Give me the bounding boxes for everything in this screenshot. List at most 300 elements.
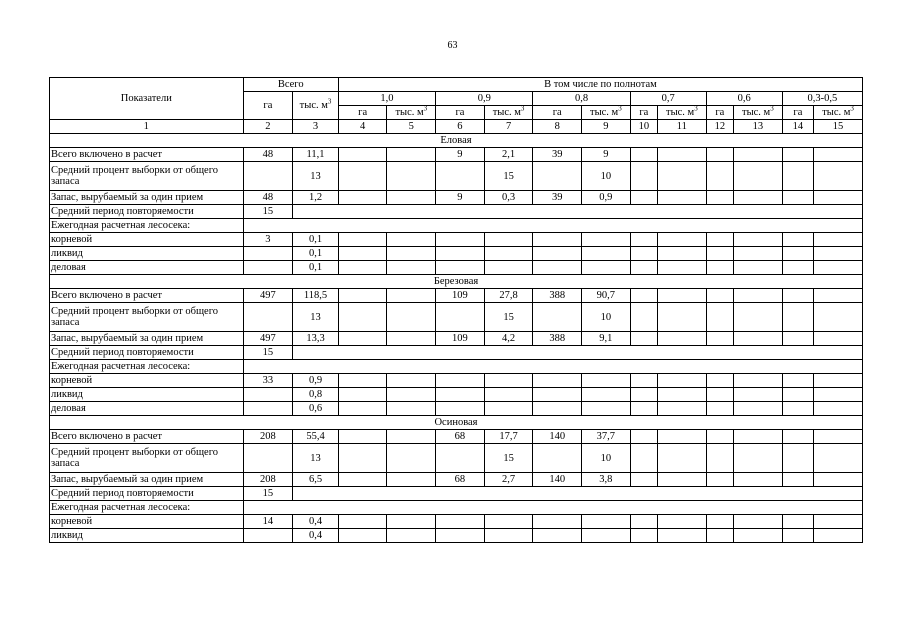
table-cell — [814, 191, 863, 205]
table-cell: 2,7 — [484, 473, 533, 487]
table-cell: 10 — [582, 303, 631, 332]
total-ha-header: га — [243, 92, 293, 120]
table-cell — [338, 289, 387, 303]
table-cell — [387, 515, 436, 529]
table-cell: 10 — [582, 162, 631, 191]
table-cell — [387, 247, 436, 261]
table-cell — [658, 303, 707, 332]
table-cell: 388 — [533, 332, 582, 346]
table-cell: 39 — [533, 148, 582, 162]
table-cell — [533, 388, 582, 402]
table-cell — [814, 430, 863, 444]
table-cell — [630, 515, 657, 529]
table-row — [50, 346, 863, 360]
table-cell — [630, 388, 657, 402]
table-cell — [782, 374, 813, 388]
table-cell: 55,4 — [293, 430, 339, 444]
total-vol-header: тыс. $м^3$ — [293, 92, 339, 120]
table-cell — [484, 402, 533, 416]
table-row — [50, 388, 863, 402]
table-cell: 39 — [533, 191, 582, 205]
density-header: 0,3-0,5 — [782, 92, 862, 106]
table-cell — [658, 162, 707, 191]
table-cell: 0,1 — [293, 247, 339, 261]
table-cell: 68 — [436, 473, 485, 487]
table-row — [50, 529, 863, 543]
unit-vol-header: тыс. $м^3$ — [387, 106, 436, 120]
table-cell — [533, 374, 582, 388]
row-label: ликвид — [50, 529, 244, 543]
table-cell — [533, 233, 582, 247]
column-number: 8 — [533, 120, 582, 134]
table-cell — [533, 261, 582, 275]
table-row — [50, 444, 863, 473]
table-row — [50, 191, 863, 205]
table-cell: 0,1 — [293, 261, 339, 275]
table-cell: 2,1 — [484, 148, 533, 162]
table-cell — [338, 247, 387, 261]
row-label: Средний период повторяемости — [50, 346, 244, 360]
table-cell — [814, 247, 863, 261]
table-cell: 0,4 — [293, 515, 339, 529]
table-cell — [387, 303, 436, 332]
by-density-header: В том числе по полнотам — [338, 78, 862, 92]
table-cell — [436, 162, 485, 191]
table-cell — [782, 529, 813, 543]
table-cell — [436, 303, 485, 332]
table-cell — [533, 402, 582, 416]
table-cell — [706, 247, 733, 261]
table-cell: 13 — [293, 162, 339, 191]
table-cell — [782, 162, 813, 191]
table-cell — [387, 233, 436, 247]
column-number: 3 — [293, 120, 339, 134]
table-cell: 90,7 — [582, 289, 631, 303]
table-cell — [734, 247, 783, 261]
row-label: Всего включено в расчет — [50, 148, 244, 162]
table-cell — [734, 529, 783, 543]
table-cell — [814, 374, 863, 388]
table-cell — [658, 388, 707, 402]
table-cell — [734, 233, 783, 247]
table-cell — [782, 247, 813, 261]
section-title: Березовая — [50, 275, 863, 289]
column-number: 9 — [582, 120, 631, 134]
table-cell — [582, 374, 631, 388]
table-cell — [630, 289, 657, 303]
row-label: ликвид — [50, 388, 244, 402]
empty-span-cell — [293, 346, 863, 360]
density-header: 0,6 — [706, 92, 782, 106]
table-cell: 14 — [243, 515, 293, 529]
column-number: 13 — [734, 120, 783, 134]
table-cell — [338, 529, 387, 543]
table-cell — [734, 148, 783, 162]
table-cell — [484, 529, 533, 543]
table-cell: 0,6 — [293, 402, 339, 416]
table-cell — [782, 191, 813, 205]
table-cell: 140 — [533, 473, 582, 487]
column-number: 5 — [387, 120, 436, 134]
table-cell: 68 — [436, 430, 485, 444]
table-cell — [658, 374, 707, 388]
table-row — [50, 430, 863, 444]
unit-ha-header: га — [436, 106, 485, 120]
table-cell — [706, 388, 733, 402]
table-cell — [436, 515, 485, 529]
table-row — [50, 402, 863, 416]
table-cell — [243, 261, 293, 275]
table-cell — [387, 473, 436, 487]
table-cell: 9 — [436, 191, 485, 205]
row-label: деловая — [50, 261, 244, 275]
table-cell: 0,1 — [293, 233, 339, 247]
row-label: деловая — [50, 402, 244, 416]
row-label: Средний период повторяемости — [50, 487, 244, 501]
table-cell — [387, 332, 436, 346]
table-cell: 37,7 — [582, 430, 631, 444]
table-cell — [387, 148, 436, 162]
empty-span-cell — [293, 487, 863, 501]
table-cell — [706, 162, 733, 191]
table-cell — [338, 388, 387, 402]
column-number: 7 — [484, 120, 533, 134]
table-cell — [658, 233, 707, 247]
table-cell — [734, 303, 783, 332]
table-cell: 9 — [436, 148, 485, 162]
table-cell: 13 — [293, 444, 339, 473]
table-cell — [582, 261, 631, 275]
table-cell — [436, 247, 485, 261]
table-cell — [734, 430, 783, 444]
table-cell — [734, 191, 783, 205]
table-cell — [436, 402, 485, 416]
table-cell — [630, 430, 657, 444]
table-row — [50, 473, 863, 487]
unit-vol-header: тыс. $м^3$ — [582, 106, 631, 120]
table-cell: 3 — [243, 233, 293, 247]
table-row — [50, 360, 863, 374]
table-cell: 208 — [243, 473, 293, 487]
table-cell — [387, 261, 436, 275]
table-cell — [338, 233, 387, 247]
indicators-header: Показатели — [50, 78, 244, 120]
table-cell — [338, 444, 387, 473]
table-cell — [706, 233, 733, 247]
table-cell — [658, 247, 707, 261]
table-cell — [734, 261, 783, 275]
table-cell — [387, 191, 436, 205]
row-label: ликвид — [50, 247, 244, 261]
table-cell — [387, 388, 436, 402]
table-cell — [582, 247, 631, 261]
table-cell — [630, 261, 657, 275]
table-cell — [387, 289, 436, 303]
table-cell — [734, 402, 783, 416]
table-cell: 3,8 — [582, 473, 631, 487]
table-cell — [782, 515, 813, 529]
table-cell — [706, 148, 733, 162]
table-cell: 109 — [436, 289, 485, 303]
table-cell: 15 — [484, 303, 533, 332]
table-row — [50, 233, 863, 247]
table-cell: 208 — [243, 430, 293, 444]
table-cell: 48 — [243, 191, 293, 205]
column-number: 2 — [243, 120, 293, 134]
table-cell — [706, 332, 733, 346]
table-cell — [782, 430, 813, 444]
table-cell — [658, 515, 707, 529]
table-cell: 388 — [533, 289, 582, 303]
table-cell — [706, 529, 733, 543]
table-cell: 11,1 — [293, 148, 339, 162]
table-cell — [814, 148, 863, 162]
table-row — [50, 515, 863, 529]
table-cell — [533, 444, 582, 473]
table-cell — [387, 444, 436, 473]
table-cell: 0,4 — [293, 529, 339, 543]
row-label: Запас, вырубаемый за один прием — [50, 191, 244, 205]
row-label: Всего включено в расчет — [50, 430, 244, 444]
table-cell — [243, 444, 293, 473]
table-cell — [243, 402, 293, 416]
row-label: Ежегодная расчетная лесосека: — [50, 360, 244, 374]
table-cell: 0,8 — [293, 388, 339, 402]
table-cell — [484, 261, 533, 275]
row-label: Ежегодная расчетная лесосека: — [50, 501, 244, 515]
table-cell — [338, 191, 387, 205]
row-label: Запас, вырубаемый за один прием — [50, 473, 244, 487]
table-cell — [782, 473, 813, 487]
table-cell — [630, 148, 657, 162]
table-cell — [658, 402, 707, 416]
table-cell — [734, 444, 783, 473]
table-cell — [782, 233, 813, 247]
table-cell: 33 — [243, 374, 293, 388]
unit-ha-header: га — [630, 106, 657, 120]
table-cell: 9 — [582, 148, 631, 162]
table-cell — [243, 303, 293, 332]
table-cell — [814, 289, 863, 303]
table-cell: 15 — [243, 487, 293, 501]
table-cell: 15 — [484, 162, 533, 191]
table-cell — [734, 374, 783, 388]
table-cell — [706, 402, 733, 416]
table-cell — [387, 402, 436, 416]
table-cell — [734, 289, 783, 303]
total-header: Всего — [243, 78, 338, 92]
column-number: 6 — [436, 120, 485, 134]
table-cell — [436, 261, 485, 275]
table-cell — [734, 332, 783, 346]
row-label: Ежегодная расчетная лесосека: — [50, 219, 244, 233]
table-row — [50, 289, 863, 303]
empty-span-cell — [243, 360, 862, 374]
row-label: Средний процент выборки от общего запаса — [50, 303, 244, 332]
table-cell — [658, 430, 707, 444]
table-row — [50, 247, 863, 261]
table-cell — [658, 529, 707, 543]
table-cell: 15 — [243, 346, 293, 360]
table-cell — [484, 247, 533, 261]
table-cell — [706, 289, 733, 303]
row-label: Средний период повторяемости — [50, 205, 244, 219]
table-cell — [436, 233, 485, 247]
table-cell — [630, 162, 657, 191]
table-cell — [582, 529, 631, 543]
table-cell — [706, 430, 733, 444]
table-cell — [814, 388, 863, 402]
table-cell — [814, 444, 863, 473]
table-cell — [734, 515, 783, 529]
table-cell — [630, 303, 657, 332]
table-cell — [243, 529, 293, 543]
table-cell — [338, 332, 387, 346]
table-cell — [706, 191, 733, 205]
table-cell — [782, 261, 813, 275]
table-row — [50, 219, 863, 233]
table-cell — [814, 515, 863, 529]
table-cell — [533, 515, 582, 529]
page-number: 63 — [447, 40, 458, 51]
table-cell — [814, 473, 863, 487]
table-cell — [338, 162, 387, 191]
table-cell — [630, 374, 657, 388]
table-cell — [243, 247, 293, 261]
row-label: Средний процент выборки от общего запаса — [50, 162, 244, 191]
table-row — [50, 303, 863, 332]
table-cell: 15 — [243, 205, 293, 219]
table-cell — [630, 473, 657, 487]
table-cell — [387, 162, 436, 191]
column-number: 4 — [338, 120, 387, 134]
table-cell: 13 — [293, 303, 339, 332]
unit-vol-header: тыс. $м^3$ — [658, 106, 707, 120]
table-cell — [782, 289, 813, 303]
density-header: 0,9 — [436, 92, 533, 106]
table-cell — [814, 529, 863, 543]
column-number: 1 — [50, 120, 244, 134]
section-title: Еловая — [50, 134, 863, 148]
table-cell — [706, 473, 733, 487]
table-row — [50, 332, 863, 346]
column-number: 14 — [782, 120, 813, 134]
table-cell — [782, 148, 813, 162]
table-cell — [658, 444, 707, 473]
table-cell — [533, 529, 582, 543]
unit-ha-header: га — [338, 106, 387, 120]
row-label: Средний процент выборки от общего запаса — [50, 444, 244, 473]
table-cell — [436, 444, 485, 473]
unit-ha-header: га — [533, 106, 582, 120]
table-cell — [338, 515, 387, 529]
table-cell — [814, 233, 863, 247]
table-cell — [630, 444, 657, 473]
table-cell — [706, 261, 733, 275]
table-cell — [814, 332, 863, 346]
unit-vol-header: тыс. $м^3$ — [484, 106, 533, 120]
table-cell — [658, 289, 707, 303]
table-cell — [582, 515, 631, 529]
table-cell: 0,9 — [293, 374, 339, 388]
table-cell: 118,5 — [293, 289, 339, 303]
table-cell: 0,3 — [484, 191, 533, 205]
table-cell — [734, 162, 783, 191]
table-cell: 1,2 — [293, 191, 339, 205]
density-header: 0,8 — [533, 92, 630, 106]
table-cell: 109 — [436, 332, 485, 346]
empty-span-cell — [293, 205, 863, 219]
table-cell — [387, 374, 436, 388]
table-cell: 4,2 — [484, 332, 533, 346]
table-cell — [658, 332, 707, 346]
table-cell — [484, 233, 533, 247]
table-cell — [814, 162, 863, 191]
table-cell — [533, 247, 582, 261]
table-cell: 27,8 — [484, 289, 533, 303]
table-cell — [734, 473, 783, 487]
table-cell: 0,9 — [582, 191, 631, 205]
table-cell: 497 — [243, 289, 293, 303]
table-cell — [533, 162, 582, 191]
table-cell — [630, 332, 657, 346]
table-cell — [782, 388, 813, 402]
table-cell: 15 — [484, 444, 533, 473]
table-cell — [782, 303, 813, 332]
row-label: Запас, вырубаемый за один прием — [50, 332, 244, 346]
column-number: 12 — [706, 120, 733, 134]
table-cell — [630, 529, 657, 543]
table-cell — [338, 148, 387, 162]
density-header: 0,7 — [630, 92, 706, 106]
table-cell — [630, 191, 657, 205]
table-cell — [338, 402, 387, 416]
table-cell — [706, 515, 733, 529]
table-cell — [582, 388, 631, 402]
table-row — [50, 487, 863, 501]
table-row — [50, 162, 863, 191]
unit-vol-header: тыс. $м^3$ — [734, 106, 783, 120]
unit-ha-header: га — [782, 106, 813, 120]
table-cell — [338, 374, 387, 388]
table-cell — [658, 473, 707, 487]
table-cell — [658, 191, 707, 205]
unit-vol-header: тыс. $м^3$ — [814, 106, 863, 120]
table-cell — [706, 303, 733, 332]
column-number: 10 — [630, 120, 657, 134]
row-label: корневой — [50, 515, 244, 529]
table-cell — [658, 261, 707, 275]
density-header: 1,0 — [338, 92, 435, 106]
table-cell — [630, 402, 657, 416]
table-cell — [338, 303, 387, 332]
table-row — [50, 374, 863, 388]
empty-span-cell — [243, 219, 862, 233]
table-cell: 497 — [243, 332, 293, 346]
table-cell — [630, 247, 657, 261]
table-cell: 48 — [243, 148, 293, 162]
table-cell — [436, 374, 485, 388]
table-cell — [387, 430, 436, 444]
table-cell — [706, 444, 733, 473]
table-row — [50, 148, 863, 162]
table-row — [50, 501, 863, 515]
empty-span-cell — [243, 501, 862, 515]
table-cell — [706, 374, 733, 388]
table-cell — [814, 261, 863, 275]
table-cell: 6,5 — [293, 473, 339, 487]
table-cell — [243, 162, 293, 191]
